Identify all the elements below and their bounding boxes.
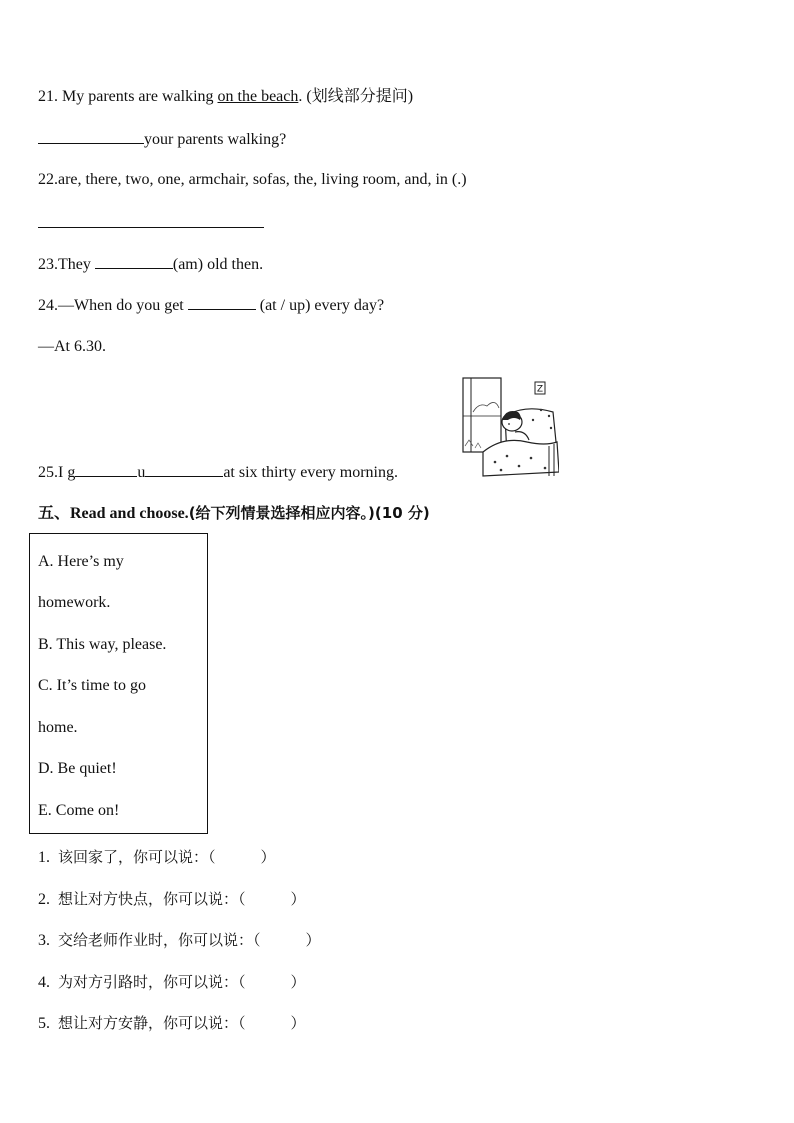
option-b: B. This way, please. (38, 636, 167, 653)
q23-suffix: (am) old then. (172, 256, 264, 273)
q25-number: 25. (38, 464, 58, 481)
q24-answer: —At 6.30. (38, 338, 106, 355)
question-2 (38, 889, 306, 910)
q24-question-suffix: (at / up) every day? (255, 297, 385, 314)
q23-prefix: They (58, 256, 95, 273)
q24-line (38, 295, 384, 316)
section-5-heading-en: 五、Read and choose. (38, 505, 189, 522)
question-5 (38, 1013, 306, 1034)
question-text: 该回家了，你可以说：（ ） (58, 848, 276, 866)
option-c-line2: home. (38, 719, 78, 736)
q25-blank-2[interactable] (145, 462, 223, 477)
q21-prefix: . My parents are walking (54, 88, 218, 105)
q25-blank-1[interactable] (75, 462, 137, 477)
q22-answer-blank[interactable] (38, 213, 264, 228)
q25-part3: at six thirty every morning. (223, 464, 398, 481)
q21-suffix: . (划线部分提问) (298, 88, 414, 105)
option-a-line2: homework. (38, 594, 111, 611)
question-number: 1. (38, 849, 50, 866)
question-text: 想让对方快点，你可以说：（ ） (58, 890, 306, 908)
q21-answer-blank[interactable] (38, 129, 144, 144)
q23-number: 23. (38, 256, 58, 273)
q21-answer-line (38, 129, 286, 150)
option-e: E. Come on! (38, 802, 120, 819)
q22-number: 22. (38, 171, 58, 188)
q23-blank[interactable] (95, 254, 173, 269)
question-text: 为对方引路时，你可以说：（ ） (58, 973, 306, 991)
picture-badge: Z (536, 384, 544, 395)
boy-waking-up-picture (461, 376, 559, 478)
section-5-heading-cn: (给下列情景选择相应内容。)(10 分) (188, 504, 430, 522)
section-5-heading (38, 503, 430, 524)
option-d: D. Be quiet! (38, 760, 117, 777)
options-box (29, 533, 208, 834)
q21-number: 21 (38, 88, 54, 105)
question-4 (38, 972, 306, 993)
q24-question-prefix: —When do you get (58, 297, 188, 314)
q21-line (38, 87, 413, 107)
q22-answer-line (38, 213, 264, 234)
question-text: 想让对方安静，你可以说：（ ） (58, 1014, 306, 1032)
question-number: 5. (38, 1015, 50, 1032)
q24-number: 24. (38, 297, 58, 314)
question-text: 交给老师作业时，你可以说：（ ） (58, 931, 321, 949)
question-number: 4. (38, 974, 50, 991)
question-number: 2. (38, 891, 50, 908)
q24-blank[interactable] (188, 295, 256, 310)
question-3 (38, 930, 321, 951)
q22-words: are, there, two, one, armchair, sofas, the, living room, and, in (.) (58, 171, 467, 188)
question-1 (38, 847, 276, 868)
option-c-line1: C. It’s time to go (38, 677, 146, 694)
q23-line (38, 254, 263, 275)
q25-part2: u (137, 464, 146, 481)
question-number: 3. (38, 932, 50, 949)
q21-answer-tail: your parents walking? (144, 131, 287, 148)
q22-line (38, 170, 467, 190)
q25-part1: I g (58, 464, 76, 481)
q25-line (38, 462, 398, 483)
option-a-line1: A. Here’s my (38, 553, 124, 570)
q21-underlined-phrase: on the beach (217, 88, 299, 105)
